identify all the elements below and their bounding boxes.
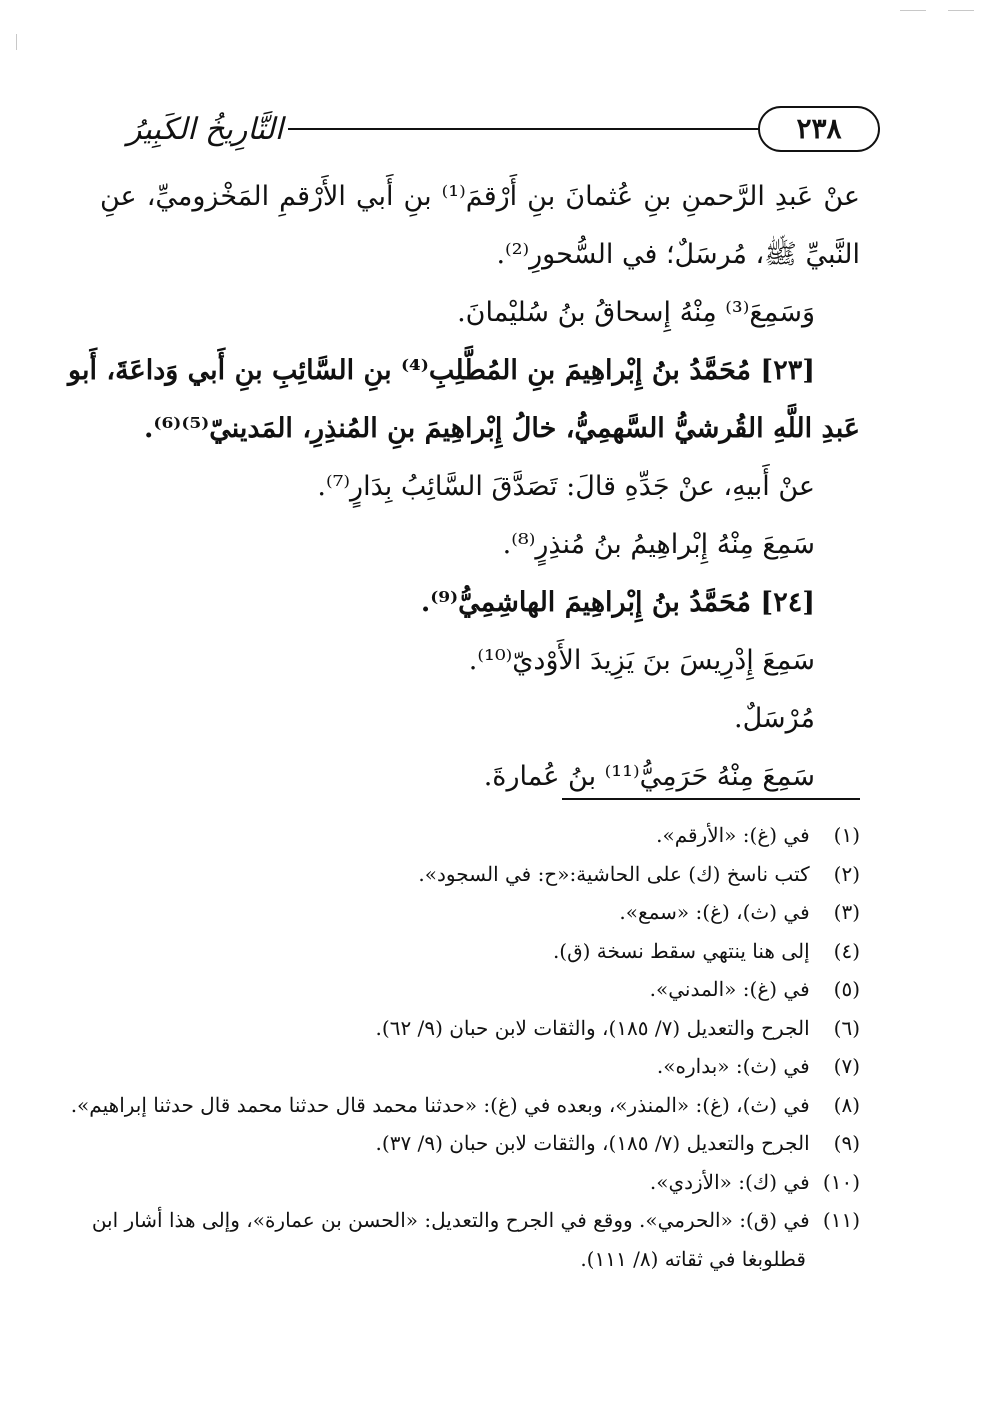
scan-mark (16, 34, 17, 50)
main-text (68, 168, 860, 806)
footnote-text: في (غ): «المدني». (649, 977, 810, 1001)
footnote-text: الجرح والتعديل (٧/ ١٨٥)، والثقات لابن حبان (٩/ ٣٧). (375, 1131, 810, 1155)
footnote-number: (٥) (833, 977, 860, 1001)
footnote (91, 1201, 860, 1240)
footnote-text: في (ث)، (غ): «المنذر»، وبعده في (غ): «حدثنا محمد قال حدثنا محمد قال حدثنا إبراهيم». (70, 1092, 810, 1117)
page-header (120, 100, 880, 160)
footnote-number: (٤) (833, 938, 860, 963)
footnote (100, 1163, 860, 1202)
text-line: مُرْسَلٌ. (733, 703, 815, 734)
footnote (100, 970, 860, 1009)
footnote-number: (٧) (833, 1054, 860, 1078)
footnote-number: (٢) (833, 861, 860, 886)
footnote-separator (562, 798, 860, 800)
scan-mark (948, 10, 974, 11)
text-line: سَمِعَ إِدْرِيسَ بنَ يَزِيدَ الأَوْديّ⁽¹⁰⁾. (468, 645, 815, 676)
page-number: ٢٣٨ (758, 106, 880, 152)
footnote (100, 1124, 860, 1163)
footnote-number: (٣) (833, 900, 860, 924)
footnote-number: (١٠) (822, 1169, 860, 1194)
text-line: سَمِعَ مِنْهُ إِبْراهِيمُ بنُ مُنذِرٍ⁽⁸⁾. (502, 529, 815, 560)
footnote-continuation: قطلوبغا في ثقاته (٨/ ١١١). (580, 1246, 806, 1271)
footnote (100, 932, 860, 971)
running-title: التَّارِيخُ الكَبِيرُ (126, 112, 284, 147)
footnote-text: في (ق): «الحرمي». ووقع في الجرح والتعديل: «الحسن بن عمارة»، وإلى هذا أشار ابن (91, 1208, 810, 1232)
footnote-text: في (ث): «بداره». (656, 1054, 810, 1078)
text-line: عنْ عَبدِ الرَّحمنِ بنِ عُثمانَ بنِ أَرْقمَ⁽¹⁾ بنِ أَبي الأَرْقمِ المَخْزوميِّ، عنِ (100, 181, 860, 212)
text-line: وَسَمِعَ⁽³⁾ مِنْهُ إِسحاقُ بنُ سُليْمانَ. (457, 297, 815, 328)
footnote-text: الجرح والتعديل (٧/ ١٨٥)، والثقات لابن حبان (٩/ ٦٢). (375, 1015, 810, 1040)
footnote (100, 1009, 860, 1048)
footnote (100, 816, 860, 855)
footnote-number: (٩) (833, 1131, 860, 1155)
footnote-number: (١١) (822, 1208, 860, 1232)
scan-mark (900, 10, 926, 11)
text-line: عنْ أَبيهِ، عنْ جَدِّهِ قالَ: تَصَدَّقَ السَّائِبُ بِدَارٍ⁽⁷⁾. (317, 471, 815, 502)
footnote-text: إلى هنا ينتهي سقط نسخة (ق). (552, 938, 810, 963)
text-line: النَّبيِّ ﷺ، مُرسَلٌ؛ في السُّحورِ⁽²⁾. (496, 239, 860, 270)
entry-heading-24: [٢٤] مُحَمَّدُ بنُ إِبْراهِيمَ الهاشِمِيُّ⁽⁹⁾. (420, 587, 815, 618)
footnote (100, 1047, 860, 1086)
entry-heading-23-cont: عَبدِ اللَّهِ القُرشيُّ السَّهمِيُّ، خالُ إِبْراهِيمَ بنِ المُنذِرِ، المَدينيّ⁽⁵⁾⁽⁶⁾. (144, 413, 860, 444)
footnote (100, 855, 860, 894)
footnote (70, 1086, 860, 1125)
footnote-text: كتب ناسخ (ك) على الحاشية:«ح: في السجود». (418, 861, 810, 886)
footnote-number: (١) (833, 823, 860, 847)
entry-heading-23: [٢٣] مُحَمَّدُ بنُ إِبْراهِيمَ بنِ المُطَّلِبِ⁽⁴⁾ بنِ السَّائِبِ بنِ أَبي وَداعَةَ، أَبو (68, 355, 815, 386)
footnote (100, 893, 860, 932)
header-rule (288, 128, 760, 130)
footnote-text: في (ك): «الأزدي». (649, 1169, 810, 1194)
footnote-text: في (غ): «الأرقم». (656, 823, 810, 847)
text-line: سَمِعَ مِنْهُ حَرَمِيُّ⁽¹¹⁾ بنُ عُمارةَ. (483, 761, 815, 792)
footnotes (70, 816, 860, 1278)
footnote-text: في (ث)، (غ): «سمع». (619, 900, 810, 924)
footnote-number: (٨) (833, 1092, 860, 1117)
footnote-number: (٦) (833, 1015, 860, 1040)
